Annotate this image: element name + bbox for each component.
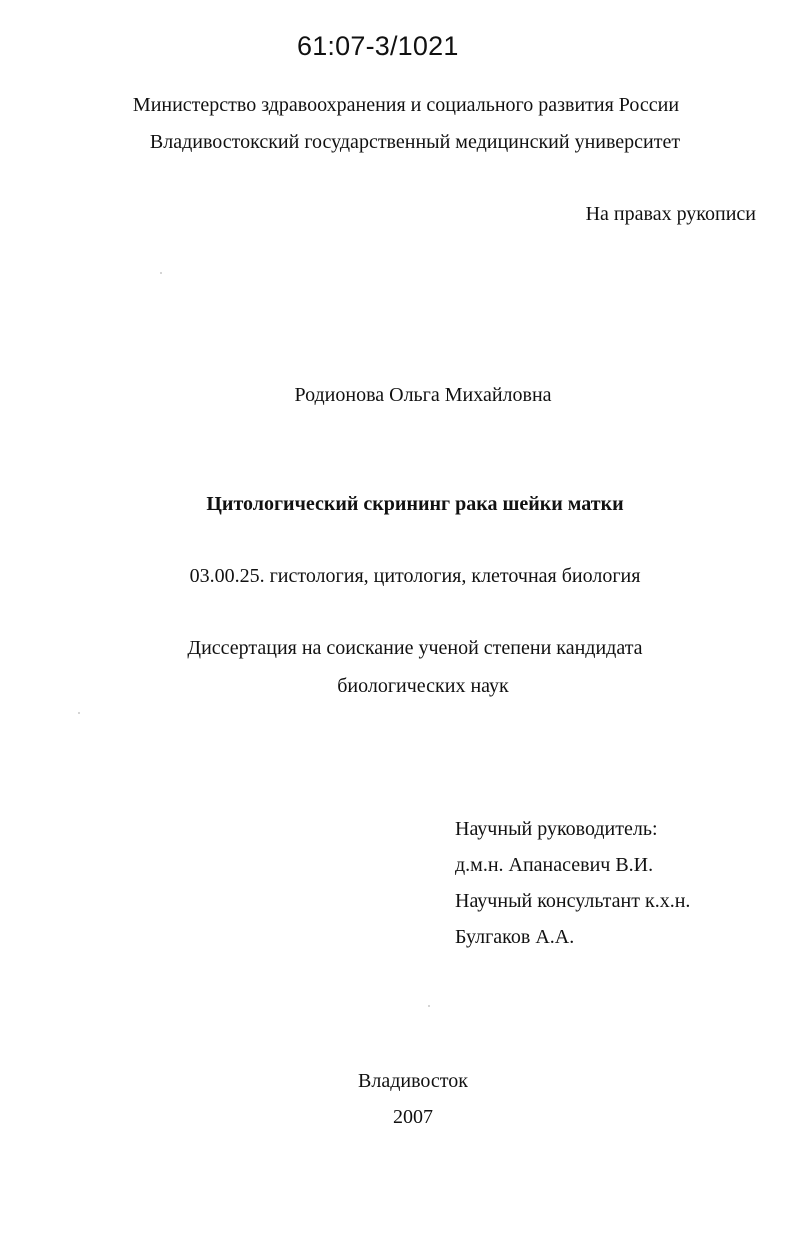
- consultant-name: Булгаков А.А.: [455, 926, 575, 948]
- scan-speck: [428, 1005, 430, 1007]
- scan-speck: [160, 272, 162, 274]
- scan-speck: [78, 712, 80, 714]
- ministry-name: Министерство здравоохранения и социального развития России: [132, 94, 680, 116]
- consultant-label: Научный консультант к.х.н.: [455, 890, 691, 912]
- city: Владивосток: [358, 1070, 468, 1092]
- degree-line-1: Диссертация на соискание ученой степени кандидата: [187, 637, 643, 659]
- manuscript-rights-note: На правах рукописи: [585, 203, 756, 225]
- supervisor-label: Научный руководитель:: [455, 818, 658, 840]
- supervisor-name: д.м.н. Апанасевич В.И.: [455, 854, 654, 876]
- dissertation-title: Цитологический скрининг рака шейки матки: [206, 493, 624, 515]
- year: 2007: [393, 1106, 433, 1128]
- archive-stamp-number: 61:07-3/1021: [297, 31, 459, 61]
- author-name: Родионова Ольга Михайловна: [294, 384, 552, 406]
- university-name: Владивостокский государственный медицинский университет: [149, 131, 681, 153]
- degree-line-2: биологических наук: [337, 675, 509, 697]
- specialty-code: 03.00.25. гистология, цитология, клеточная биология: [189, 565, 641, 587]
